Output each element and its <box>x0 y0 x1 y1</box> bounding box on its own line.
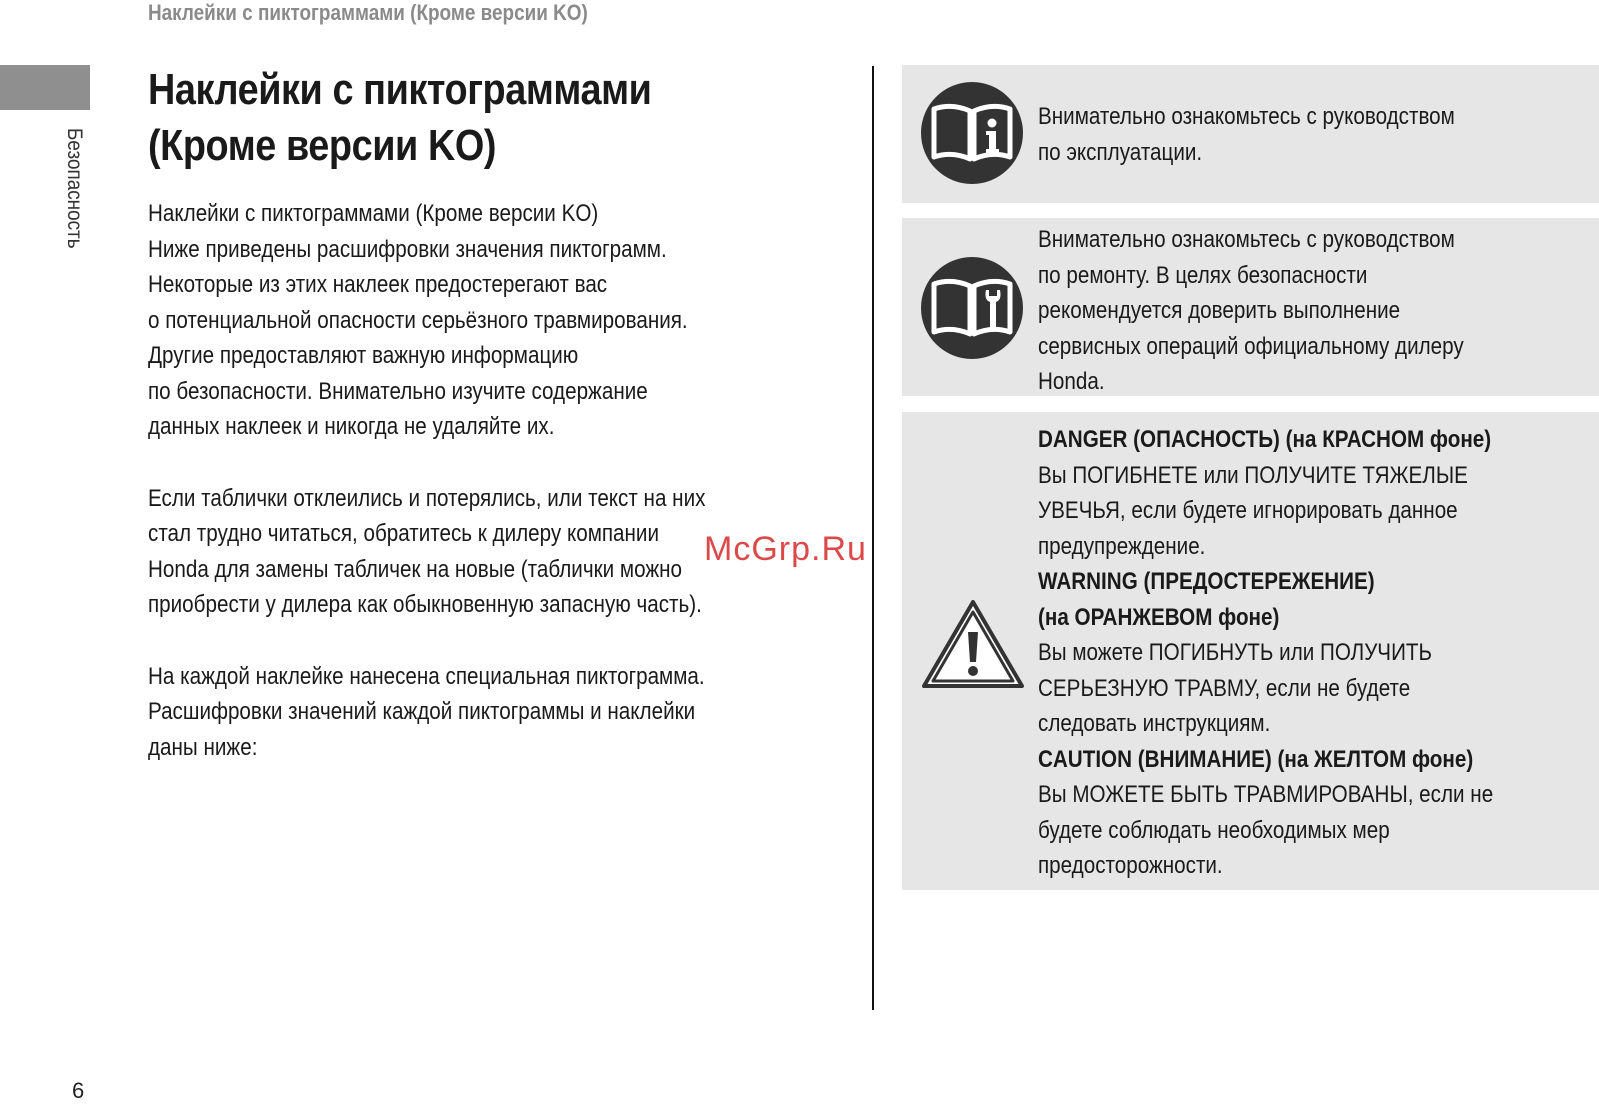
text-line: Расшифровки значений каждой пиктограммы и наклейки <box>148 698 696 725</box>
running-header: Наклейки с пиктограммами (Кроме версии KO) <box>148 0 588 25</box>
text-line: СЕРЬЕЗНУЮ ТРАВМУ, если не будете <box>1038 674 1411 702</box>
text-line: о потенциальной опасности серьёзного травмирования. <box>148 306 688 334</box>
text-line: Вы можете ПОГИБНУТЬ или ПОЛУЧИТЬ <box>1038 639 1433 666</box>
text-line: Другие предоставляют важную информацию <box>148 342 579 369</box>
text-line: предосторожности. <box>1038 852 1223 879</box>
text-line: Honda для замены табличек на новые (таблички можно <box>148 555 683 583</box>
text-line: Вы МОЖЕТЕ БЫТЬ ТРАВМИРОВАНЫ, если не <box>1038 781 1494 808</box>
text-line: УВЕЧЬЯ, если будете игнорировать данное <box>1038 497 1458 524</box>
text-line: по безопасности. Внимательно изучите содержание <box>148 377 648 405</box>
pictogram-panel-service-manual <box>902 218 1599 396</box>
body-text <box>148 196 853 765</box>
pictogram-panel-owners-manual <box>902 65 1599 203</box>
column-divider <box>872 66 874 1010</box>
service-manual-text <box>1038 222 1588 400</box>
text-line: даны ниже: <box>148 733 258 761</box>
text-line: На каждой наклейке нанесена специальная пиктограмма. <box>148 662 705 690</box>
watermark: McGrp.Ru <box>704 530 867 568</box>
warning-heading: WARNING (ПРЕДОСТЕРЕЖЕНИЕ) <box>1038 568 1375 595</box>
title-line: (Кроме версии KO) <box>148 121 497 170</box>
section-tab <box>0 65 90 110</box>
text-line: приобрести у дилера как обыкновенную запасную часть). <box>148 591 702 618</box>
pictogram-paragraph <box>148 659 853 766</box>
text-line: предупреждение. <box>1038 532 1206 560</box>
text-line: следовать инструкциям. <box>1038 710 1271 737</box>
text-line: Honda. <box>1038 368 1105 395</box>
text-line: Внимательно ознакомьтесь с руководством <box>1038 226 1455 253</box>
text-line: Вы ПОГИБНЕТЕ или ПОЛУЧИТЕ ТЯЖЕЛЫЕ <box>1038 461 1468 489</box>
owners-manual-icon <box>920 81 1024 190</box>
text-line: будете соблюдать необходимых мер <box>1038 816 1390 844</box>
page-title <box>148 62 750 174</box>
text-line: рекомендуется доверить выполнение <box>1038 297 1401 324</box>
text-line: Некоторые из этих наклеек предостерегают вас <box>148 271 608 298</box>
text-line: по ремонту. В целях безопасности <box>1038 261 1368 289</box>
text-line: Внимательно ознакомьтесь с руководством <box>1038 103 1455 130</box>
text-line: данных наклеек и никогда не удаляйте их. <box>148 413 555 440</box>
text-line: по эксплуатации. <box>1038 138 1203 166</box>
text-line: сервисных операций официальному дилеру <box>1038 332 1464 360</box>
main-column <box>148 62 848 765</box>
page-number: 6 <box>72 1078 85 1103</box>
intro-paragraph <box>148 196 853 445</box>
title-line: Наклейки с пиктограммами <box>148 65 652 114</box>
text-line: Наклейки с пиктограммами (Кроме версии KO) <box>148 200 599 227</box>
hazard-levels-text <box>1038 422 1588 884</box>
text-line: Если таблички отклеились и потерялись, или текст на них <box>148 484 706 512</box>
section-label: Безопасность <box>63 128 86 249</box>
owners-manual-text <box>1038 99 1588 170</box>
pictogram-panel-hazard-levels <box>902 412 1599 890</box>
warning-triangle-icon <box>920 598 1026 697</box>
caution-heading: CAUTION (ВНИМАНИЕ) (на ЖЕЛТОМ фоне) <box>1038 745 1474 773</box>
text-line: стал трудно читаться, обратитесь к дилеру компании <box>148 520 660 547</box>
service-manual-icon <box>920 256 1024 365</box>
text-line: Ниже приведены расшифровки значения пиктограмм. <box>148 235 667 263</box>
warning-heading: (на ОРАНЖЕВОМ фоне) <box>1038 603 1280 631</box>
danger-heading: DANGER (ОПАСНОСТЬ) (на КРАСНОМ фоне) <box>1038 426 1492 453</box>
